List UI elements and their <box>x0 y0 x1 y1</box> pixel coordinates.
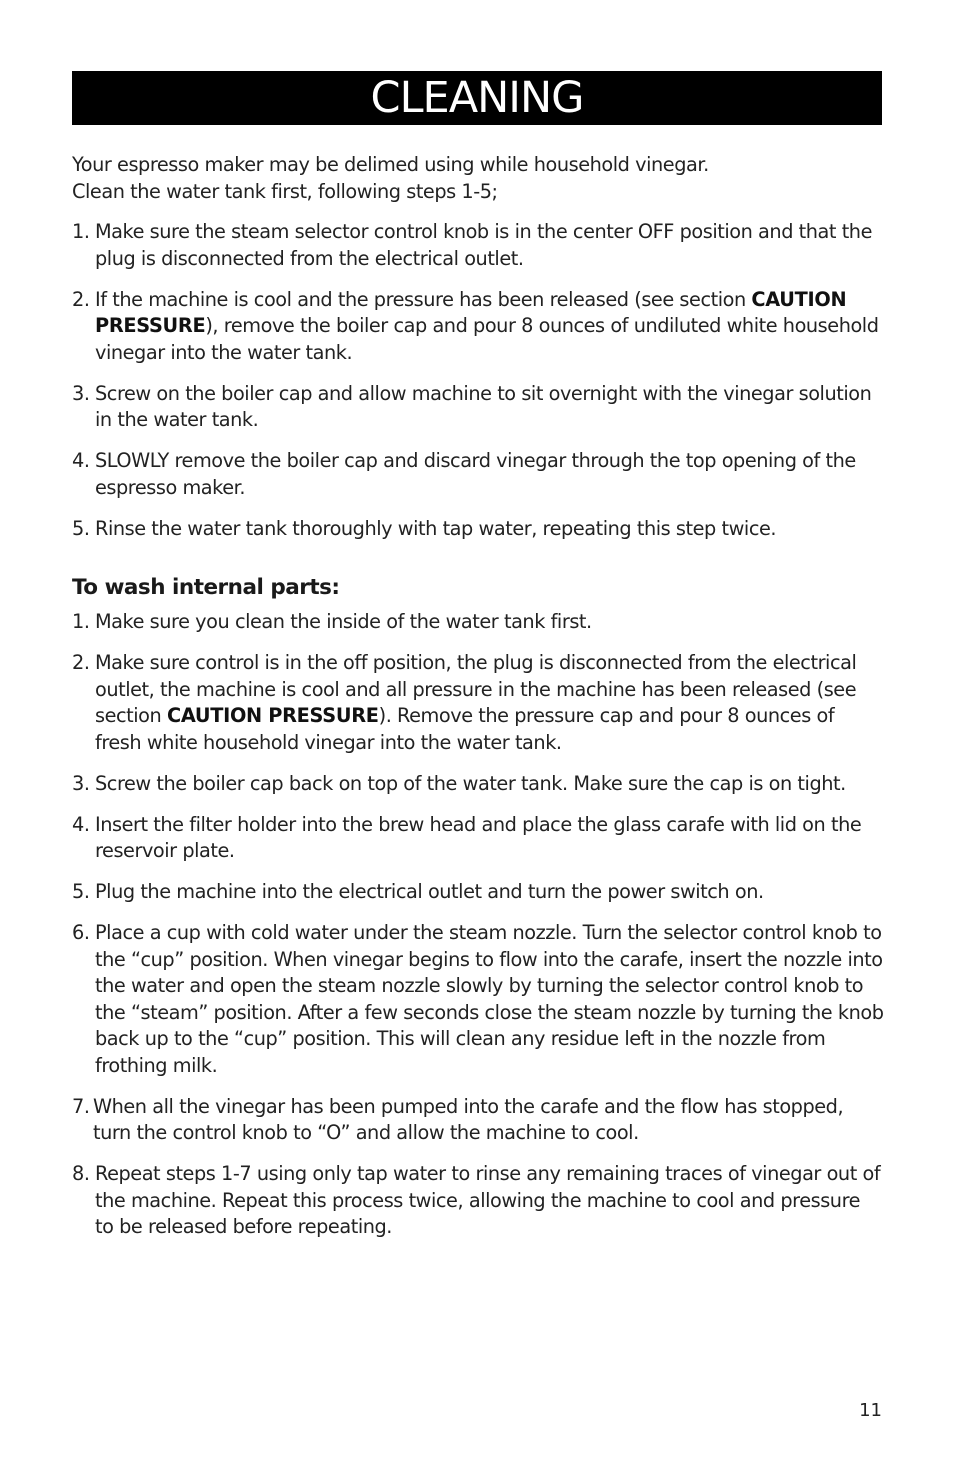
step-text: Make sure you clean the inside of the water tank first. <box>95 610 592 633</box>
step-text: Plug the machine into the electrical outlet and turn the power switch on. <box>95 880 764 903</box>
step-text-pre: If the machine is cool and the pressure has been released (see section <box>95 287 752 311</box>
step-text: Place a cup with cold water under the steam nozzle. Turn the selector control knob to the “cup” position. When vinegar begins to flow into the carafe, insert the nozzle into the water and open the steam nozzle slowly by turning the selector control knob to the “steam” position. After a few seconds close the steam nozzle by turning the knob back up to the “cup” position. This will clean any residue left in the nozzle from frothing milk. <box>95 921 884 1077</box>
list-item <box>72 1161 884 1241</box>
step-number: 5. <box>72 516 90 540</box>
step-number: 1. <box>72 220 90 243</box>
step-number: 5. <box>72 880 90 903</box>
list-item <box>72 920 884 1079</box>
section-reference: CAUTION PRESSURE <box>95 287 847 337</box>
list-item <box>72 448 884 501</box>
step-text: Make sure the steam selector control knob is in the center OFF position and that the plug is disconnected from the electrical outlet. <box>95 220 872 270</box>
section-reference: CAUTION PRESSURE <box>166 704 379 727</box>
step-number: 3. <box>72 381 90 405</box>
list-item <box>72 879 884 906</box>
step-number: 2. <box>72 651 90 674</box>
step-text: Repeat steps 1-7 using only tap water to rinse any remaining traces of vinegar out of the machine. Repeat this process twice, allowing the machine to cool and pressure to be released before repeating. <box>95 1162 881 1238</box>
list-item <box>72 287 884 367</box>
intro-line-1: Your espresso maker may be delimed using while household vinegar. <box>72 153 709 176</box>
section-heading: To wash internal parts: <box>72 575 340 600</box>
step-text: SLOWLY remove the boiler cap and discard vinegar through the top opening of the espresso maker. <box>95 449 856 499</box>
list-item <box>72 609 884 636</box>
list-item <box>72 1094 884 1147</box>
step-text-pre: Make sure control is in the off position, the plug is disconnected from the electrical outlet, the machine is cool and all pressure in the machine has been released (see section <box>95 651 857 727</box>
intro-line-2: Clean the water tank first, following steps 1-5; <box>72 179 498 203</box>
list-item <box>72 219 884 272</box>
step-number: 8. <box>72 1162 90 1185</box>
step-number: 6. <box>72 921 90 944</box>
step-number: 3. <box>72 771 90 795</box>
step-number: 1. <box>72 610 90 633</box>
step-text-post: ). Remove the pressure cap and pour 8 ounces of fresh white household vinegar into the water tank. <box>95 704 835 754</box>
descaling-steps-list <box>72 219 884 557</box>
list-item <box>72 812 884 865</box>
step-text: Screw the boiler cap back on top of the water tank. Make sure the cap is on tight. <box>95 771 846 795</box>
step-text: Rinse the water tank thoroughly with tap water, repeating this step twice. <box>95 516 777 540</box>
step-text: Screw on the boiler cap and allow machine to sit overnight with the vinegar solution in the water tank. <box>95 381 872 431</box>
step-text: Insert the filter holder into the brew head and place the glass carafe with lid on the reservoir plate. <box>95 812 862 862</box>
list-item <box>72 381 884 434</box>
step-number: 7. <box>72 1094 90 1118</box>
list-item <box>72 516 884 543</box>
internal-parts-steps-list <box>72 609 884 1255</box>
list-item <box>72 771 884 798</box>
step-text: When all the vinegar has been pumped into the carafe and the flow has stopped, turn the control knob to “O” and allow the machine to cool. <box>93 1094 844 1144</box>
page-title: CLEANING <box>72 71 882 125</box>
intro-text <box>72 152 884 205</box>
step-number: 4. <box>72 812 90 836</box>
list-item <box>72 650 884 756</box>
step-number: 2. <box>72 287 90 311</box>
page-number: 11 <box>859 1400 882 1421</box>
step-number: 4. <box>72 449 90 472</box>
step-text-post: ), remove the boiler cap and pour 8 ounces of undiluted white household vinegar into the water tank. <box>95 314 879 364</box>
